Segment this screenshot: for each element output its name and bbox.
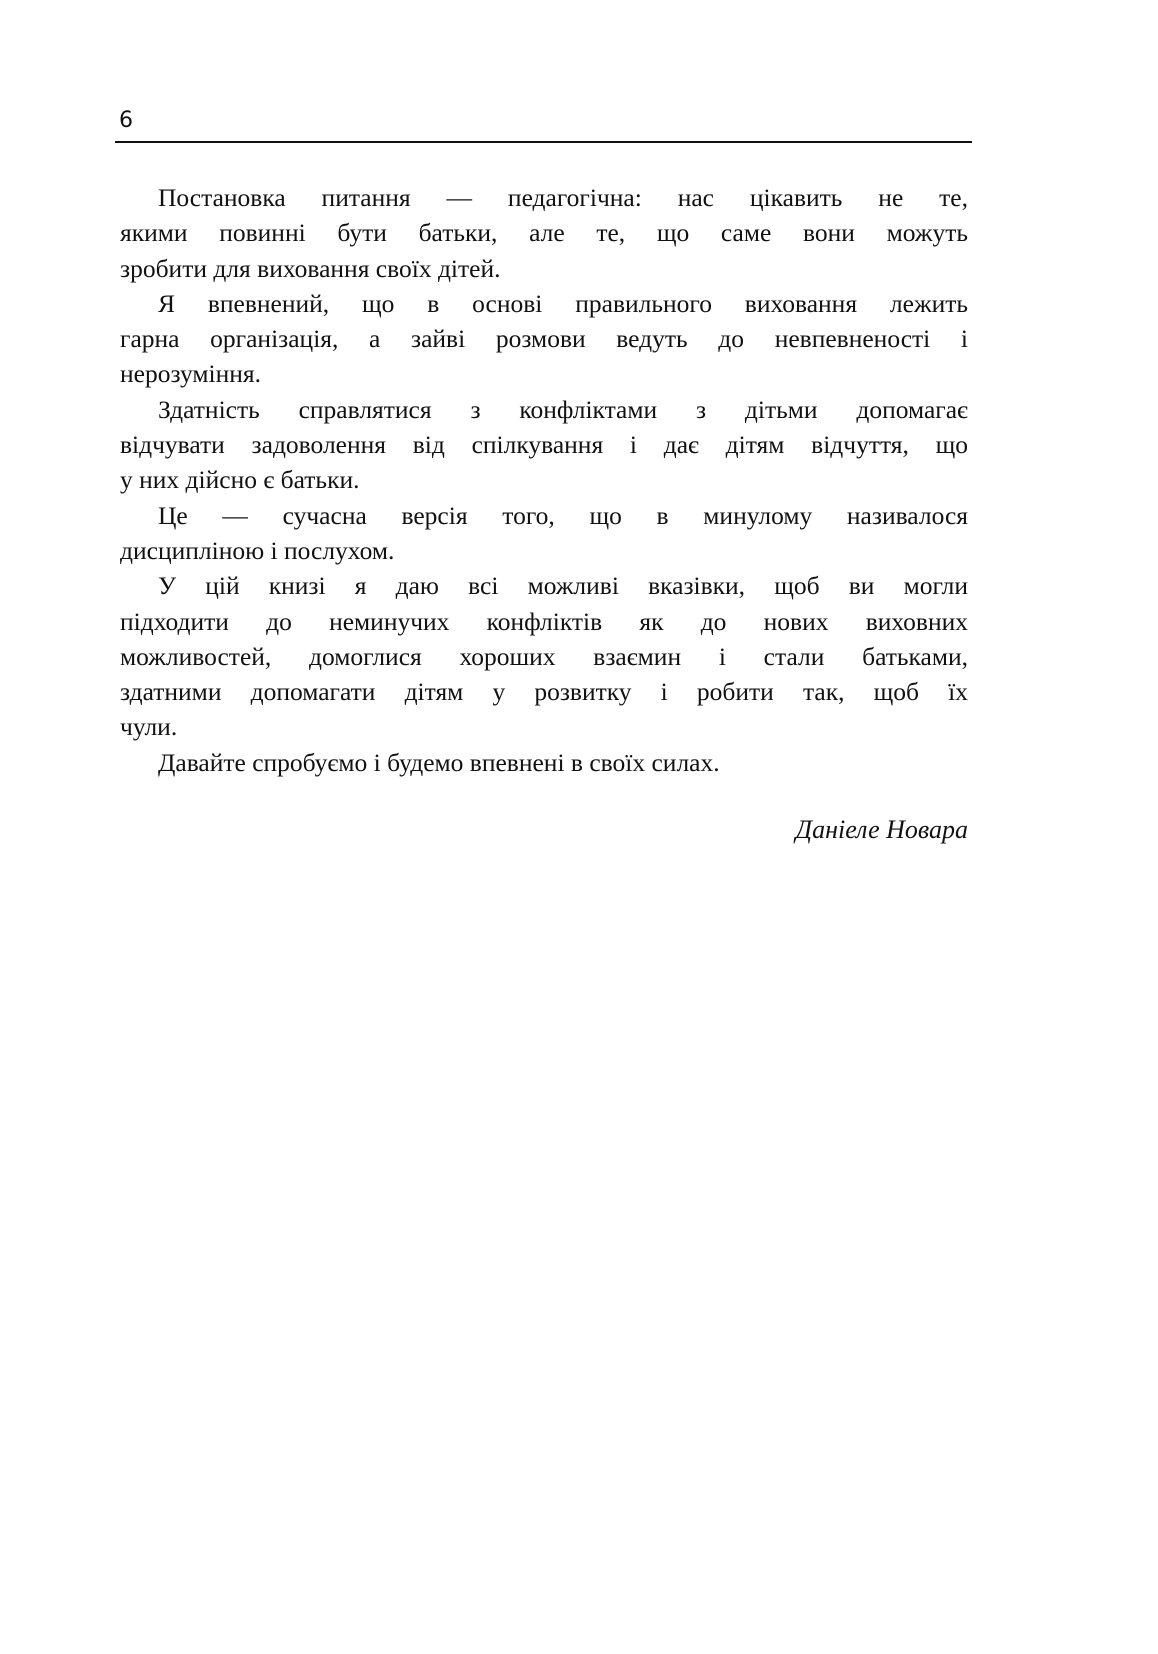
paragraph	[120, 745, 968, 780]
text-line: зробити для виховання своїх дітей.	[120, 253, 501, 283]
paragraph	[120, 498, 968, 569]
text-line: здатними допомагати дітям у розвитку і робити так, щоб їх	[120, 677, 968, 707]
text-line: дисципліною і послухом.	[120, 535, 395, 565]
text-line: нерозуміння.	[120, 359, 262, 389]
body-text	[120, 180, 968, 780]
text-line: підходити до неминучих конфліктів як до нових виховних	[120, 606, 968, 636]
text-line: у них дійсно є батьки.	[120, 465, 360, 495]
author-signature: Даніеле Новара	[795, 815, 968, 844]
text-line: Постановка питання — педагогічна: нас цікавить не те,	[158, 183, 968, 212]
header-rule	[115, 141, 972, 143]
text-line: Здатність справлятися з конфліктами з дітьми допомагає	[158, 394, 968, 424]
paragraph	[120, 286, 968, 392]
paragraph	[120, 568, 968, 744]
paragraph	[120, 392, 968, 498]
text-line: Це — сучасна версія того, що в минулому називалося	[158, 500, 968, 530]
text-line: Я впевнений, що в основі правильного виховання лежить	[158, 288, 968, 318]
text-line: відчувати задоволення від спілкування і дає дітям відчуття, що	[120, 430, 968, 460]
text-line: Давайте спробуємо і будемо впевнені в своїх силах.	[158, 747, 720, 777]
text-line: гарна організація, а зайві розмови ведуть до невпевненості і	[120, 324, 968, 354]
text-line: У цій книзі я даю всі можливі вказівки, щоб ви могли	[158, 571, 968, 601]
text-line: можливостей, домоглися хороших взаємин і стали батьками,	[120, 641, 968, 671]
page-number: 6	[119, 108, 133, 133]
text-line: чули.	[120, 712, 178, 742]
paragraph	[120, 180, 968, 286]
text-line: якими повинні бути батьки, але те, що саме вони можуть	[120, 218, 968, 248]
